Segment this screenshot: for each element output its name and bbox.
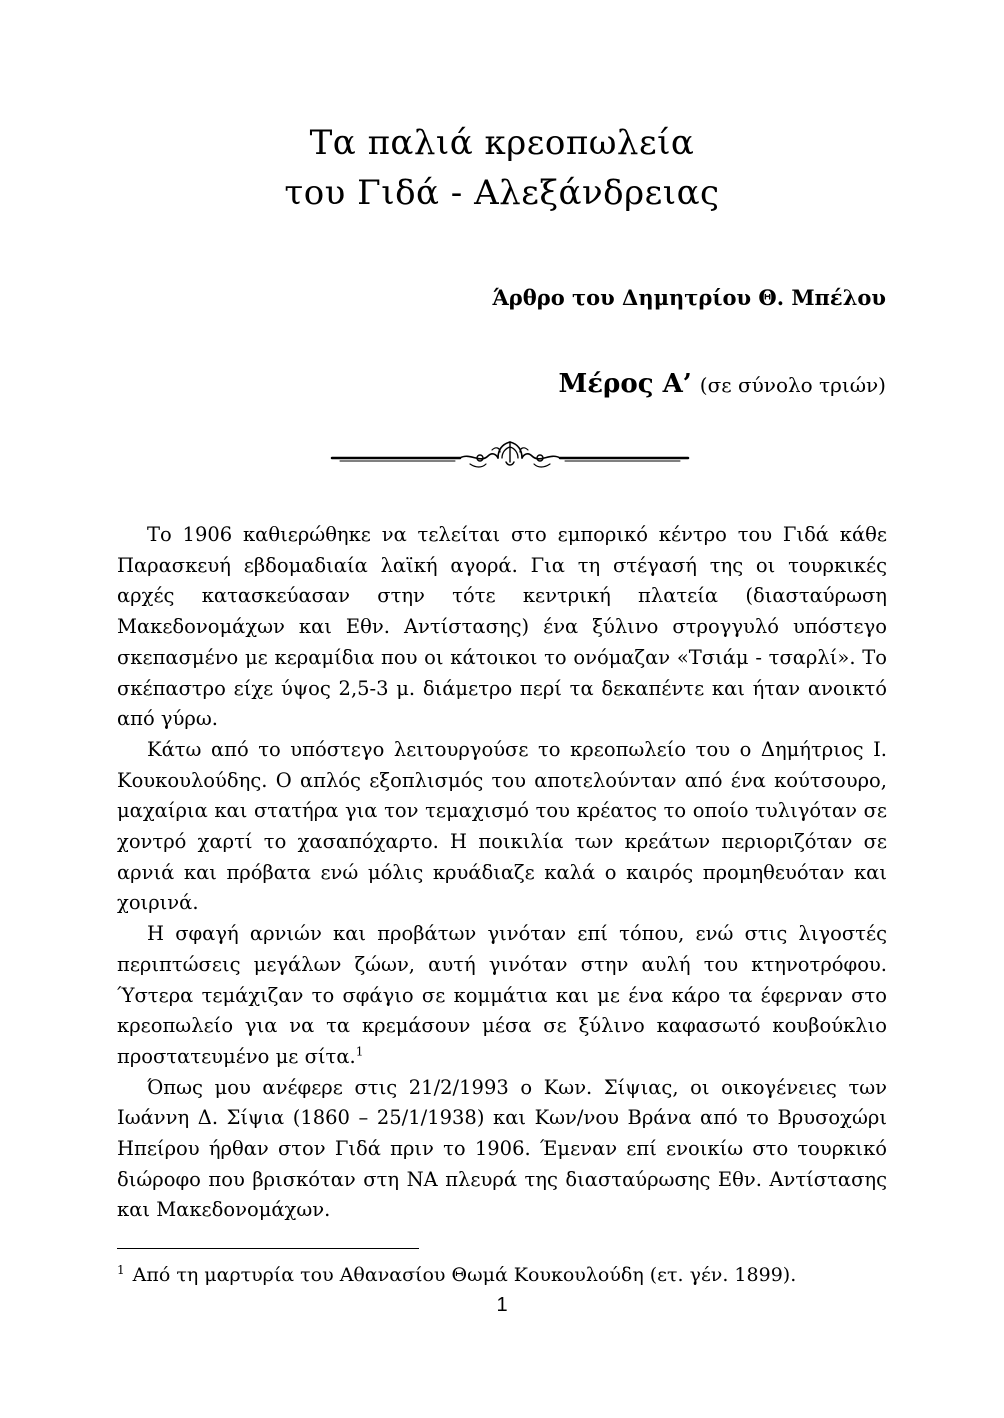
title-line-2: του Γιδά - Αλεξάνδρειας [284, 173, 720, 213]
paragraph [117, 1073, 887, 1227]
article-title [0, 118, 1004, 218]
author-byline: Άρθρο του Δημητρίου Θ. Μπέλου [492, 285, 886, 310]
page-number: 1 [496, 1294, 508, 1316]
part-label: Μέρος Α’ [558, 369, 692, 399]
paragraph-text: Όπως μου ανέφερε στις 21/2/1993 ο Κων. Σίψιας, οι οικογένειες των Ιωάννη Δ. Σίψια (1860 – 25/1/1938) και Κων/νου Βράνα από το Βρυσοχώρι Ηπείρου ήρθαν στον Γιδά πριν το 1906. Έμεναν επί ενοικίω στο τουρκικό διώροφο που βρισκόταν στη ΝΑ πλευρά της διασταύρωσης Εθν. Αντίστασης και Μακεδονομάχων. [117, 1075, 887, 1222]
paragraph-text: Το 1906 καθιερώθηκε να τελείται στο εμπορικό κέντρο του Γιδά κάθε Παρασκευή εβδομαδιαία λαϊκή αγορά. Για τη στέγασή της οι τουρκικές αρχές κατασκεύασαν στην τότε κεντρική πλατεία (διασταύρωση Μακεδονομάχων και Εθν. Αντίστασης) ένα ξύλινο στρογγυλό υπόστεγο σκεπασμένο με κεραμίδια που οι κάτοικοι το ονόμαζαν «Τσιάμ - τσαρλί». Το σκέπαστρο είχε ύψος 2,5-3 μ. διάμετρο περί τα δεκαπέντε και ήταν ανοικτό από γύρω. [117, 523, 887, 731]
part-note: (σε σύνολο τριών) [699, 373, 886, 397]
paragraph [117, 735, 887, 919]
footnote-reference[interactable]: 1 [355, 1044, 364, 1059]
article-body [117, 520, 887, 1226]
paragraph-text: Η σφαγή αρνιών και προβάτων γινόταν επί τόπου, ενώ στις λιγοστές περιπτώσεις μεγάλων ζώων, αυτή γινόταν στην αυλή του κτηνοτρόφου. Ύστερα τεμάχιζαν το σφάγιο σε κομμάτια και με ένα κάρο τα έφερναν στο κρεοπωλείο για να τα κρεμάσουν μέσα σε ξύλινο καφασωτό κουβούκλιο προστατευμένο με σίτα. [117, 922, 887, 1068]
footnote-text: Από τη μαρτυρία του Αθανασίου Θωμά Κουκουλούδη (ετ. γέν. 1899). [132, 1264, 797, 1286]
paragraph-text: Κάτω από το υπόστεγο λειτουργούσε το κρεοπωλείο του ο Δημήτριος Ι. Κουκουλούδης. Ο απλός εξοπλισμός του αποτελούνταν από ένα κούτσουρο, μαχαίρια και στατήρα για τον τεμαχισμό του κρέατος το οποίο τυλιγόταν σε χοντρό χαρτί το χασαπόχαρτο. Η ποικιλία των κρεάτων περιοριζόταν σε αρνιά και πρόβατα ενώ μόλις κρυάδιαζε καλά ο καιρός προμηθευόταν και χοιρινά. [117, 737, 887, 915]
paragraph [117, 919, 887, 1073]
part-heading [558, 366, 886, 403]
footnote-mark: 1 [117, 1262, 125, 1277]
footnote-separator [117, 1248, 419, 1249]
title-line-1: Τα παλιά κρεοπωλεία [309, 123, 695, 163]
floral-divider-icon [330, 438, 690, 474]
footnote [117, 1262, 897, 1288]
paragraph [117, 520, 887, 735]
